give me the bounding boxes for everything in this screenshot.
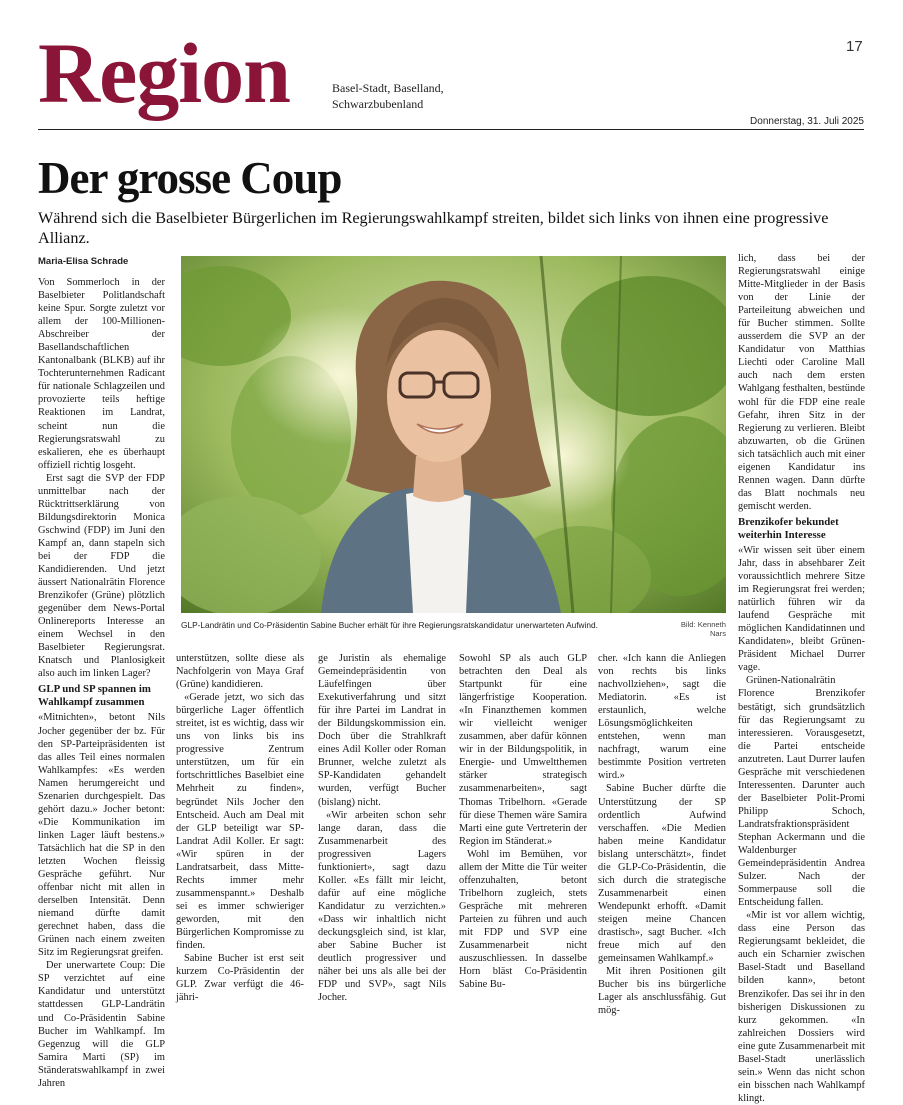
paragraph: Erst sagt die SVP der FDP unmittelbar nach der Rücktrittserklärung von Bildungsdirektorin Monica Gschwind (FDP) im Juni den Kampf an, dann stapeln sich bei der FDP die Kandidierenden. Und jetzt äussert Nationalrätin Florence Brenzikofer (Grüne) plötzlich gegenüber dem News-Portal Onlinereports Interesse an einem Wechsel in den Baselbieter Regierungsrat. Knatsch und Planlosigkeit also auch im linken Lager? [38,472,165,680]
paragraph: Von Sommerloch in der Baselbieter Politlandschaft keine Spur. Sorgte zuletzt vor allem der 100-Millionen-Abschreiber der Basellandschaftlichen Kantonalbank (BLKB) auf ihr Tochterunternehmen Radicant für nationale Schlagzeilen und provozierte teils heftige Reaktionen im Landrat, scheint nun die Regierungsratswahl zu eskalieren, ehe es überhaupt offiziell richtig losgeht. [38,277,165,471]
paragraph: Grünen-Nationalrätin Florence Brenzikofer bestätigt, sich grundsätzlich für das Regierungsamt zu interessieren. Vorausgesetzt, die Partei entscheide anzutreten. Laut Durrer laufen Gespräche mit verschiedenen Interessenten. Darunter auch der Baselbieter Polit-Promi Philipp Schoch, Landratsfraktionspräsident Stephan Ackermann und die Waldenburger Gemeindepräsidentin Andrea Sulzer. Nach der Sommerpause soll die Entscheidung fallen. [738,675,865,909]
paragraph: «Wir arbeiten schon sehr lange daran, dass die Zusammenarbeit des progressiven Lagers funktioniert», sagt dazu Koller. «Es fällt mir leicht, dafür auf eine mögliche Kandidatur zu verzichten.» «Dass wir inhaltlich nicht deckungsgleich sind, ist klar, aber Sabine Bucher ist deutlich progressiver und näher bei uns als alle bei der FDP und SVP», sagt Nils Jocher. [318,809,446,1004]
text-column-1 [38,276,165,1090]
photo-caption: GLP-Landrätin und Co-Präsidentin Sabine Bucher erhält für ihre Regierungsratskandidatur unerwarteten Aufwind. [181,620,598,630]
section-title: Region [38,25,290,121]
paragraph: unterstützen, sollte diese als Nachfolgerin von Maya Graf (Grüne) kandidieren. [176,653,304,691]
text-column-6 [738,252,865,1105]
author-byline: Maria-Elisa Schrade [38,256,129,267]
article-lead: Während sich die Baselbieter Bürgerlichen im Regierungswahlkampf streiten, bildet sich links von ihnen eine progressive Allianz. [38,209,829,247]
paragraph: «Mir ist vor allem wichtig, dass eine Person das Regierungsamt bekleidet, die auch ein Scharnier zwischen Basel-Stadt und Baselland bilden kann», betont Brenzikofer. Das sei ihr in den bisherigen Diskussionen zu kurz gekommen. «In zahlreichen Dossiers wird eine gute Zusammenarbeit mit Basel-Stadt unerlässlich sein.» Wenn das nicht schon ein bisschen nach Wahlkampf klingt. [738,910,865,1104]
subtitle-line: Basel-Stadt, Baselland, [332,81,444,95]
paragraph: Mit ihren Positionen gilt Bucher bis ins bürgerliche Lager als anschlussfähig. Gut mög- [598,966,726,1017]
paragraph: «Gerade jetzt, wo sich das bürgerliche Lager öffentlich streitet, ist es wichtig, dass wir uns von links bis ins progressive Zentrum unterstützen, um für ein fortschrittliches Baselbiet eine Mehrheit zu finden», begründet Nils Jocher den Entscheid. Auch am Deal mit der GLP beteiligt war SP-Landrat Adil Koller. Er sagt: «Wir spüren in der Landratsarbeit, dass Mitte-Rechts immer mehr zusammenspannt.» Deshalb sei es immer schwieriger geworden, mit den Bürgerlichen Kompromisse zu finden. [176,692,304,952]
paragraph: Der unerwartete Coup: Die SP verzichtet auf eine Kandidatur und unterstützt stattdessen GLP-Landrätin und Co-Präsidentin Sabine Bucher im Wahlkampf. Im Gegenzug will die GLP Samira Marti (SP) im Ständeratswahlkampf in zwei Jahren [38,960,165,1089]
paragraph: «Wir wissen seit über einem Jahr, dass in absehbarer Zeit voraussichtlich mehrere Sitze im Regierungsrat frei werden; natürlich führen wir da laufend Gespräche mit möglichen Kandidatinnen und Kandidaten», bleibt Grünen-Präsident Michael Durrer vage. [738,544,865,674]
paragraph: Sabine Bucher ist erst seit kurzem Co-Präsidentin der GLP. Zwar verfügt die 46-jähri- [176,953,304,1004]
page-number: 17 [846,38,863,55]
paragraph: cher. «Ich kann die Anliegen von rechts bis links nachvollziehen», sagt die Mediatorin. «Es ist erstaunlich, welche Lösungsmöglichkeiten entstehen, wenn man nachfragt, warum eine bestimmte Position vertreten wird.» [598,653,726,782]
section-subtitle [332,80,512,112]
header-rule [38,129,864,130]
subheading: GLP und SP spannen im Wahlkampf zusammen [38,683,151,709]
paragraph: ge Juristin als ehemalige Gemeindepräsidentin von Läufelfingen über Exekutiverfahrung und sitzt für ihre Partei im Landrat in der Bildungskommission ein. Doch über die Strahlkraft eines Adil Koller oder Roman Brunner, welche zuletzt als SP-Kandidaten gehandelt wurden, verfügt Bucher (bislang) nicht. [318,653,446,808]
paragraph: lich, dass bei der Regierungsratswahl einige Mitte-Mitglieder in der Basis von der Linie der Parteileitung abweichen und für Bucher stimmen. Sollte ausserdem die SVP an der Kandidatur von Matthias Liechti oder Caroline Mall auch nach dem ersten Wahlgang festhalten, bestünde wohl für die FDP eine reale Gefahr, ihren Sitz in der Regierung zu verlieren. Bleibt abzuwarten, ob die Grünen sich tatsächlich auch mit einer eigenen Kandidatur ins Rennen wagen. Dann dürfte das Blatt nochmals neu gemischt werden. [738,253,865,512]
subtitle-line: Schwarzbubenland [332,97,424,111]
text-column-2 [176,652,304,1004]
paragraph: Sabine Bucher dürfte die Unterstützung der SP ordentlich Aufwind verschaffen. «Die Medien haben meine Kandidatur bislang unterschätzt», findet die GLP-Co-Präsidentin, die sich durch die strategische Zusammenarbeit einen Wendepunkt erhofft. «Damit steigen meine Chancen drastisch», sagt Bucher. «Ich freue mich auf den gemeinsamen Wahlkampf.» [598,783,726,965]
article-photo [181,256,726,613]
text-column-4 [459,652,587,991]
paragraph: «Mitnichten», betont Nils Jocher gegenüber der bz. Für den SP-Parteipräsidenten ist das alles Teil eines normalen Wahlkampfes: «Es werden Namen herumgereicht und Szenarien durchgespielt. Das gehört dazu.» Jocher betont: «Die Kommunikation im linken Lager läuft bestens.» Tatsächlich hat die SP in den letzten Wochen fleissig Gespräche geführt. Nur offenbar nicht mit allen in derselben Intensität. Denn niemand dürfte damit gerechnet haben, dass die Grünen nach einem zweiten Sitz im Regierungsrat greifen. [38,712,165,959]
issue-date: Donnerstag, 31. Juli 2025 [750,116,864,127]
paragraph: Wohl im Bemühen, vor allem der Mitte die Tür weiter offenzuhalten, betont Tribelhorn zugleich, stets Gespräche mit mehreren Parteien zu führen und auch mit FDP und SVP eine Zusammenarbeit nicht auszuschliessen. In dasselbe Horn bläst Co-Präsidentin Sabine Bu- [459,848,587,991]
article-headline: Der grosse Coup [38,153,342,203]
paragraph: Sowohl SP als auch GLP betrachten den Deal als Startpunkt für eine längerfristige Kooperation. «In Finanzthemen kommen wir vielleicht weniger zusammen, aber dafür können wir in der Bildungspolitik, in Energie- und Umweltthemen stärker strategisch zusammenarbeiten», sagt Thomas Tribelhorn. «Gerade für diese Themen wäre Samira Marti eine gute Vertreterin der Region im Ständerat.» [459,653,587,847]
text-column-3 [318,652,446,1004]
text-column-5 [598,652,726,1017]
subheading: Brenzikofer bekundet weiterhin Interesse [738,515,839,541]
portrait-illustration [181,256,726,613]
photo-credit: Bild: Kenneth Nars [680,620,726,638]
